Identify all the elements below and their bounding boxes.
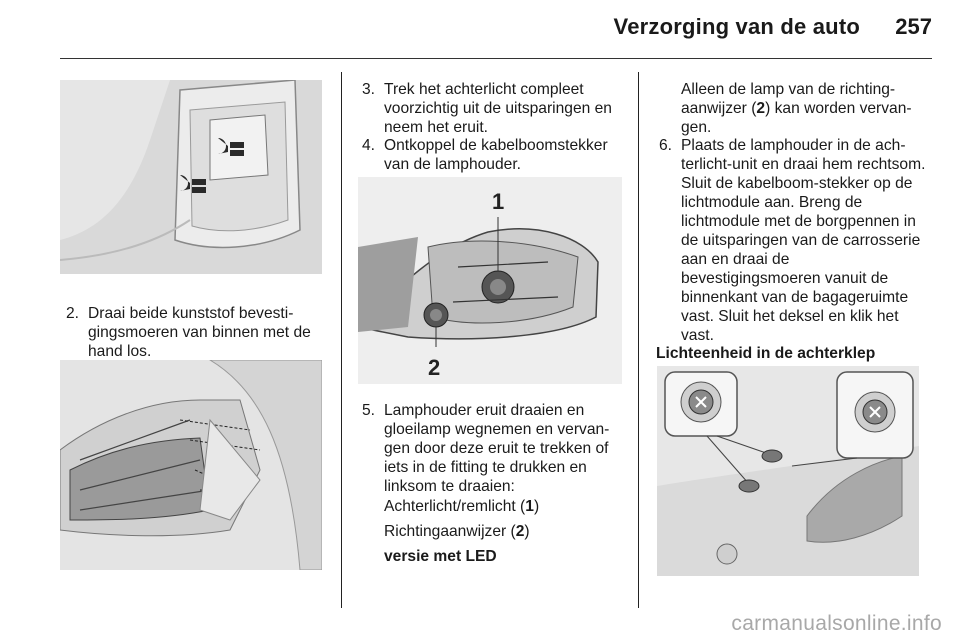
option-ref-number: 1 [525,498,534,515]
step-text: Lamphouder eruit draaien en gloeilamp wegnemen en vervan-gen door deze eruit te trekken of iets in de fitting te drukken en linksom te draaien: [384,402,610,495]
step-text: Draai beide kunststof bevesti-gingsmoeren van binnen met de hand los. [88,305,311,360]
option-rear-brake-light [384,497,624,516]
led-text-b: ) kan worden vervan-gen. [681,100,912,136]
figure-fastening-nuts [60,360,322,570]
step-number: 3. [362,81,376,98]
header-title: Verzorging van de auto [613,14,860,39]
led-paragraph [681,80,927,137]
option-ref-number: 2 [515,523,525,540]
section-heading: Lichteenheid in de achterklep [656,345,876,362]
tailgate-light-illustration [657,366,919,576]
watermark: carmanualsonline.info [731,612,942,635]
option-label: Richtingaanwijzer ( [384,523,516,540]
column-divider-2 [638,72,639,608]
callout-1: 1 [492,189,505,214]
led-ref-number: 2 [756,100,766,117]
fastening-nuts-illustration [60,360,322,570]
step-number: 4. [362,137,376,154]
rear-panel-illustration [60,80,322,274]
lamp-holder-illustration [358,177,622,384]
header-rule [60,58,932,59]
step-text: Plaats de lamphouder in de ach-terlicht-unit en draai hem rechtsom. Sluit de kabelboom-stekker op de lichtmodule aan. Breng de lichtmodule met de borgpennen in de uitsparingen van de carrosserie aan en draai de bevestigingsmoeren vanuit de binnenkant van de bagageruimte vast. Sluit het deksel en klik het vast. [681,137,926,344]
figure-rear-panel-covers [60,80,322,274]
led-version-note: versie met LED [384,548,497,565]
step-text: Ontkoppel de kabelboomstekker van de lamphouder. [384,137,608,173]
callout-2: 2 [428,355,441,380]
option-turn-indicator [384,522,624,541]
page-number: 257 [895,14,932,39]
step-number: 5. [362,402,376,419]
column-divider-1 [341,72,342,608]
step-number: 2. [66,305,80,322]
option-close: ) [533,498,540,515]
step-text: Trek het achterlicht compleet voorzichtig uit de uitsparingen en neem het eruit. [384,81,612,136]
step-number: 6. [659,137,673,154]
figure-tailgate-light [657,366,919,576]
figure-lamp-holder [358,177,622,384]
option-close: ) [524,523,530,540]
led-text-a: Alleen de lamp van de richting-aanwijzer ( [681,81,896,117]
option-label: Achterlicht/remlicht ( [384,498,526,515]
